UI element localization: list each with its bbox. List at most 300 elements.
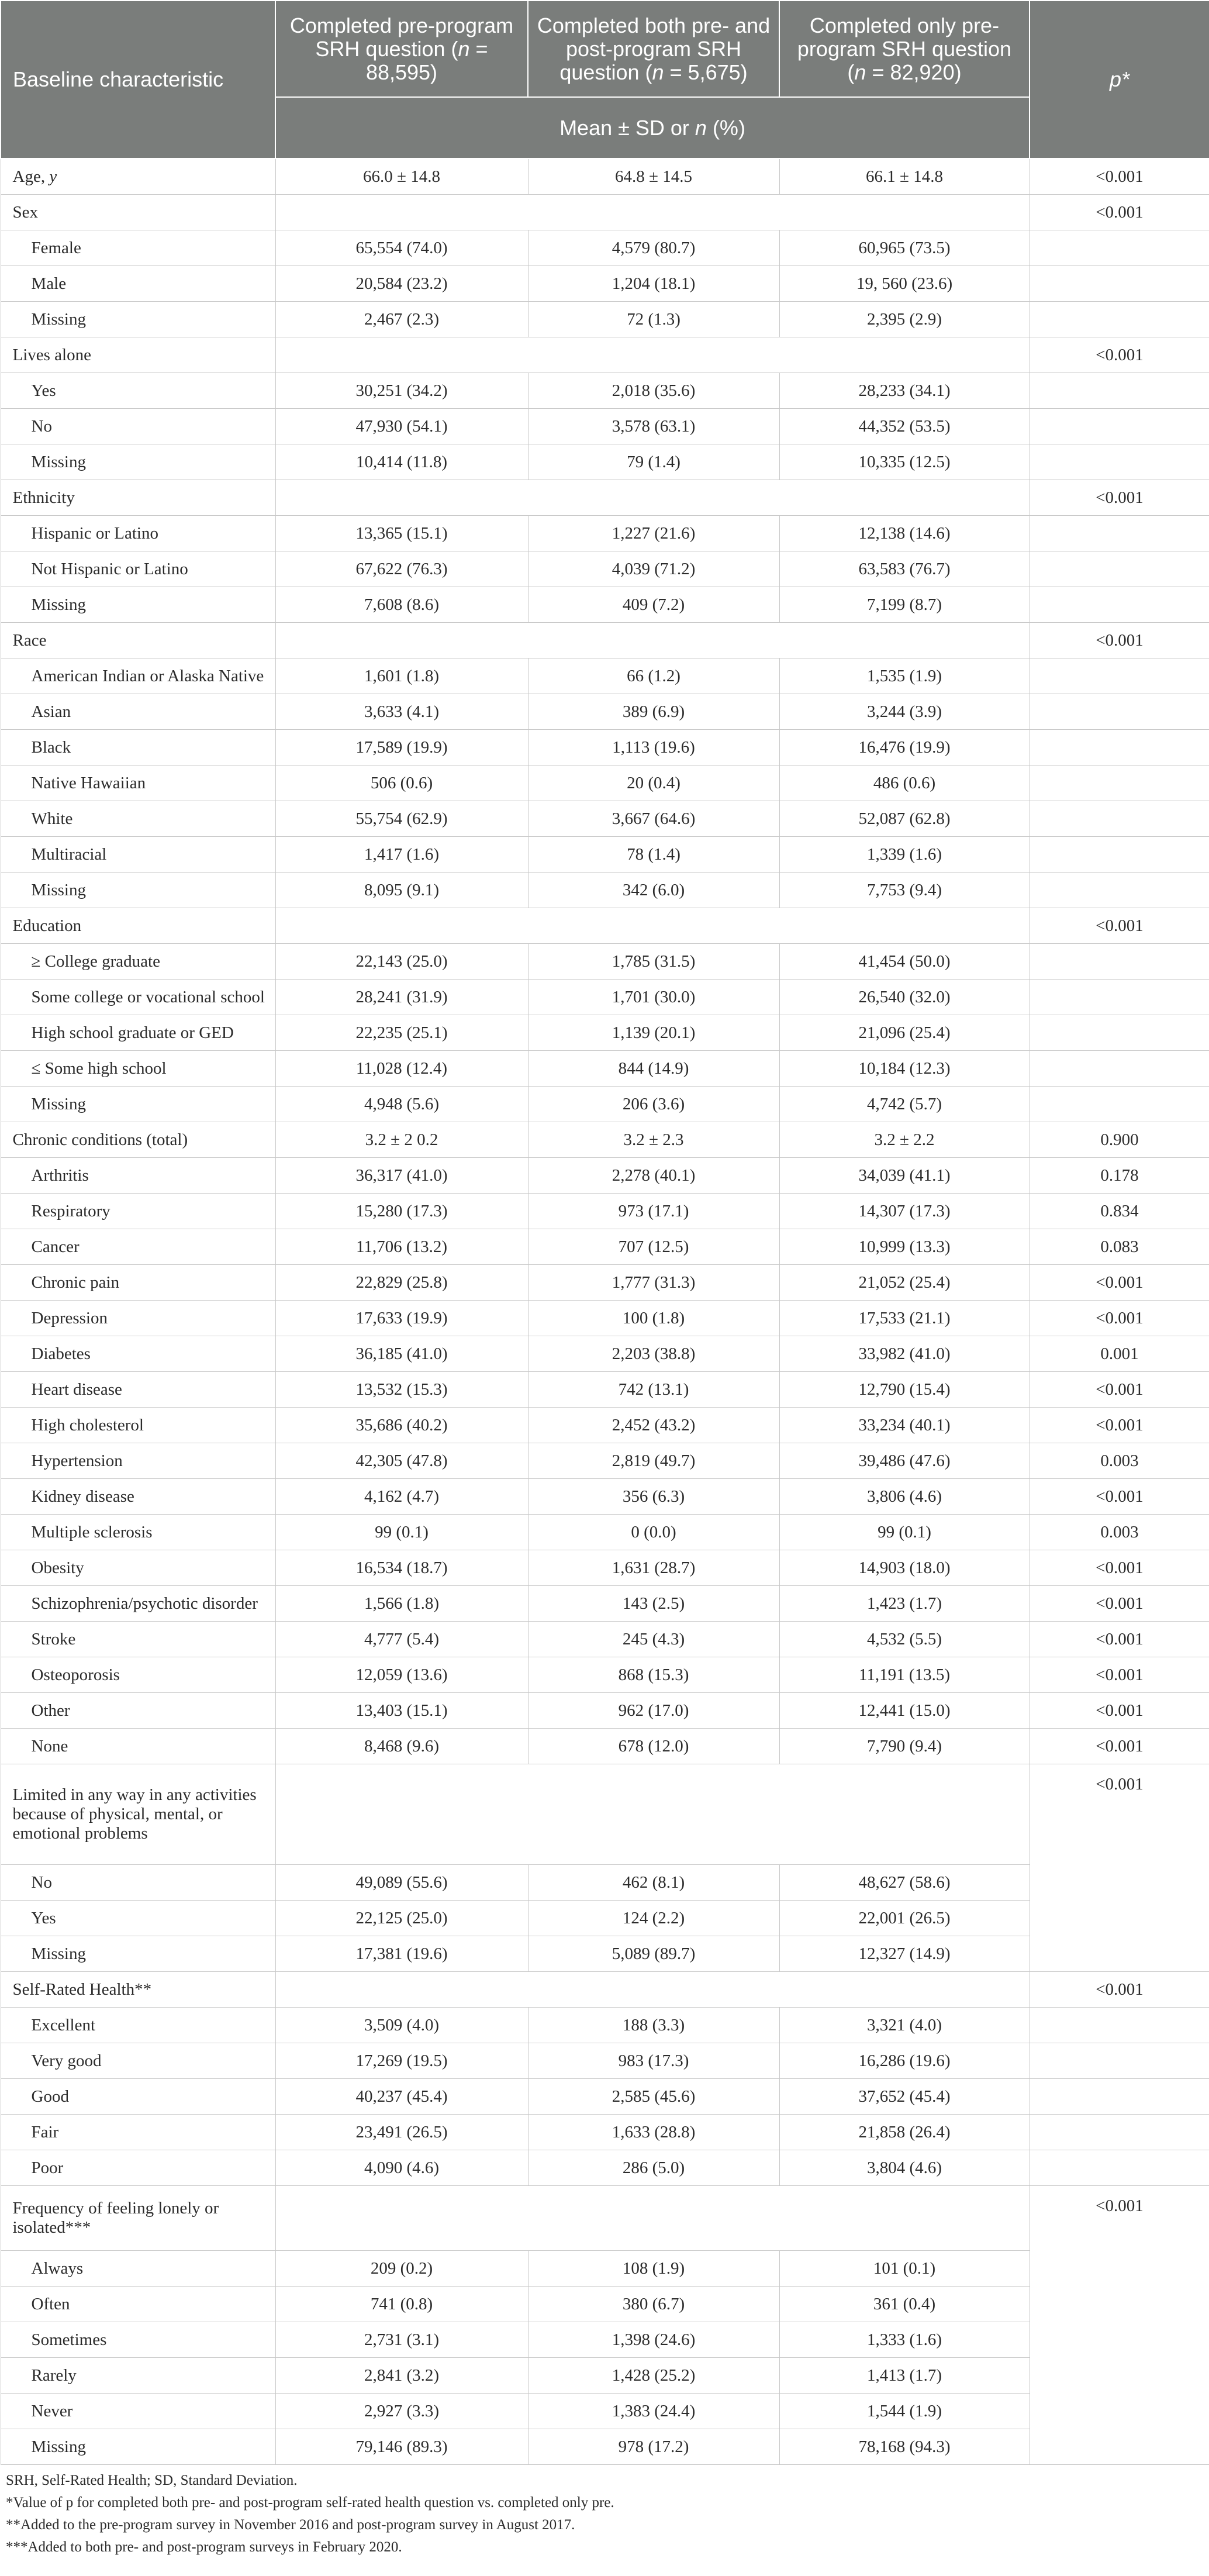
value-both: 868 (15.3) [528, 1657, 779, 1693]
row-label [1, 1301, 275, 1336]
value-pre-program: 20,584 (23.2) [275, 266, 528, 302]
group-row [1, 1764, 1209, 1865]
group-span-cell [275, 1972, 1030, 2008]
header-p-value: p* [1030, 1, 1209, 158]
p-value: <0.001 [1030, 1586, 1209, 1622]
value-pre-program: 28,241 (31.9) [275, 980, 528, 1015]
group-label-line: Frequency of feeling lonely or [12, 2199, 219, 2218]
value-pre-program: 741 (0.8) [275, 2287, 528, 2322]
value-only-pre: 1,544 (1.9) [779, 2394, 1030, 2429]
p-value: <0.001 [1030, 1408, 1209, 1443]
value-only-pre: 19, 560 (23.6) [779, 266, 1030, 302]
value-pre-program: 2,731 (3.1) [275, 2322, 528, 2358]
table-row [1, 980, 1209, 1015]
value-only-pre: 1,535 (1.9) [779, 658, 1030, 694]
row-label-text: Sometimes [31, 2330, 107, 2349]
value-both: 462 (8.1) [528, 1865, 779, 1901]
p-value [1030, 837, 1209, 873]
row-label [1, 2150, 275, 2186]
table-row [1, 765, 1209, 801]
row-label-text: Asian [31, 702, 71, 721]
value-both: 973 (17.1) [528, 1194, 779, 1229]
table-row [1, 730, 1209, 765]
table-row [1, 658, 1209, 694]
value-both: 206 (3.6) [528, 1087, 779, 1122]
value-only-pre: 78,168 (94.3) [779, 2429, 1030, 2465]
row-label-text: Other [31, 1701, 70, 1720]
row-label-text: Osteoporosis [31, 1665, 120, 1684]
row-label-text: Always [31, 2258, 84, 2278]
value-only-pre: 44,352 (53.5) [779, 409, 1030, 444]
value-pre-program: 49,089 (55.6) [275, 1865, 528, 1901]
table-row [1, 1194, 1209, 1229]
p-value [1030, 516, 1209, 551]
row-label [1, 2115, 275, 2150]
p-value: 0.003 [1030, 1515, 1209, 1550]
value-only-pre: 3,804 (4.6) [779, 2150, 1030, 2186]
value-both: 2,452 (43.2) [528, 1408, 779, 1443]
p-value: 0.900 [1030, 1122, 1209, 1158]
row-label [1, 1087, 275, 1122]
table-row [1, 1372, 1209, 1408]
row-label-text: Never [31, 2401, 73, 2420]
footnote-abbreviations: SRH, Self-Rated Health; SD, Standard Deviation. [6, 2472, 298, 2488]
value-pre-program: 55,754 (62.9) [275, 801, 528, 837]
table-row [1, 516, 1209, 551]
value-pre-program: 2,841 (3.2) [275, 2358, 528, 2394]
row-label-text: Respiratory [31, 1201, 110, 1220]
value-only-pre: 52,087 (62.8) [779, 801, 1030, 837]
value-only-pre: 21,858 (26.4) [779, 2115, 1030, 2150]
row-label [1, 2008, 275, 2043]
table-row [1, 2429, 1209, 2465]
row-label [1, 587, 275, 623]
value-only-pre: 12,138 (14.6) [779, 516, 1030, 551]
value-only-pre: 1,339 (1.6) [779, 837, 1030, 873]
row-label-text: Not Hispanic or Latino [31, 559, 188, 578]
value-only-pre: 21,096 (25.4) [779, 1015, 1030, 1051]
header-col-pre-program: Completed pre-program SRH question (n = 88,595) [275, 1, 528, 97]
p-value [1030, 980, 1209, 1015]
table-row [1, 1729, 1209, 1764]
p-value [1030, 694, 1209, 730]
row-label [1, 1657, 275, 1693]
value-only-pre: 12,327 (14.9) [779, 1936, 1030, 1972]
row-label-text: ≥ College graduate [31, 951, 160, 971]
value-pre-program: 1,566 (1.8) [275, 1586, 528, 1622]
row-label-text: American Indian or Alaska Native [31, 666, 264, 685]
value-both: 4,579 (80.7) [528, 230, 779, 266]
group-label: Lives alone [1, 337, 275, 373]
row-label [1, 1936, 275, 1972]
value-only-pre: 7,790 (9.4) [779, 1729, 1030, 1764]
value-only-pre: 63,583 (76.7) [779, 551, 1030, 587]
header-baseline-characteristic: Baseline characteristic [1, 1, 275, 158]
p-value: <0.001 [1030, 195, 1209, 230]
value-only-pre: 7,199 (8.7) [779, 587, 1030, 623]
group-label [1, 1764, 275, 1865]
row-label [1, 444, 275, 480]
value-both: 2,585 (45.6) [528, 2079, 779, 2115]
value-pre-program: 3,633 (4.1) [275, 694, 528, 730]
row-label-text: High cholesterol [31, 1415, 144, 1434]
p-value: 0.834 [1030, 1194, 1209, 1229]
row-label-text: Very good [31, 2051, 102, 2070]
row-label [1, 1194, 275, 1229]
p-value: 0.003 [1030, 1443, 1209, 1479]
row-label-text: Fair [31, 2122, 59, 2142]
row-label [1, 1729, 275, 1764]
group-span-cell [275, 195, 1030, 230]
table-row [1, 266, 1209, 302]
value-both: 844 (14.9) [528, 1051, 779, 1087]
value-pre-program: 1,417 (1.6) [275, 837, 528, 873]
row-label [1, 944, 275, 980]
row-label-text: No [31, 416, 52, 436]
table-row [1, 1550, 1209, 1586]
table-row [1, 2115, 1209, 2150]
table-body [1, 158, 1209, 2465]
group-span-cell [275, 1764, 1030, 1865]
value-only-pre: 28,233 (34.1) [779, 373, 1030, 409]
p-value: 0.001 [1030, 1336, 1209, 1372]
row-label [1, 1158, 275, 1194]
value-only-pre: 17,533 (21.1) [779, 1301, 1030, 1336]
value-both: 1,428 (25.2) [528, 2358, 779, 2394]
table-row [1, 2287, 1209, 2322]
row-label [1, 1051, 275, 1087]
value-both: 3,578 (63.1) [528, 409, 779, 444]
row-label-text: Male [31, 274, 67, 293]
group-row [1, 1972, 1209, 2008]
row-label [1, 2429, 275, 2465]
group-span-cell [275, 908, 1030, 944]
header-col-both: Completed both pre- and post-program SRH question (n = 5,675) [528, 1, 779, 97]
p-value [1030, 373, 1209, 409]
value-pre-program: 11,706 (13.2) [275, 1229, 528, 1265]
row-label-text: Multiracial [31, 844, 107, 864]
row-label-text: Missing [31, 309, 86, 329]
p-value [1030, 409, 1209, 444]
value-only-pre: 3,244 (3.9) [779, 694, 1030, 730]
p-value: <0.001 [1030, 623, 1209, 658]
value-only-pre: 26,540 (32.0) [779, 980, 1030, 1015]
p-value: 0.083 [1030, 1229, 1209, 1265]
value-pre-program: 209 (0.2) [275, 2251, 528, 2287]
group-label: Self-Rated Health** [1, 1972, 275, 2008]
group-row [1, 480, 1209, 516]
row-label-text: White [31, 809, 73, 828]
row-label [1, 694, 275, 730]
value-both: 79 (1.4) [528, 444, 779, 480]
value-both: 143 (2.5) [528, 1586, 779, 1622]
table-row [1, 158, 1209, 195]
value-both: 342 (6.0) [528, 873, 779, 908]
row-label [1, 230, 275, 266]
header-mean-sd: Mean ± SD or n (%) [275, 97, 1030, 158]
value-only-pre: 21,052 (25.4) [779, 1265, 1030, 1301]
row-label-text: ≤ Some high school [31, 1058, 167, 1078]
table-footnotes [0, 2465, 1209, 2558]
group-row [1, 623, 1209, 658]
value-only-pre: 99 (0.1) [779, 1515, 1030, 1550]
group-span-cell [275, 337, 1030, 373]
value-only-pre: 33,234 (40.1) [779, 1408, 1030, 1443]
p-value [1030, 801, 1209, 837]
p-value: <0.001 [1030, 1372, 1209, 1408]
value-only-pre: 37,652 (45.4) [779, 2079, 1030, 2115]
p-value: <0.001 [1030, 1479, 1209, 1515]
row-label-text: Stroke [31, 1629, 76, 1649]
row-label-text: Heart disease [31, 1380, 122, 1399]
value-both: 1,398 (24.6) [528, 2322, 779, 2358]
table-row [1, 1901, 1209, 1936]
p-value: <0.001 [1030, 1622, 1209, 1657]
p-value [1030, 266, 1209, 302]
value-pre-program: 99 (0.1) [275, 1515, 528, 1550]
table-row [1, 1515, 1209, 1550]
p-value: <0.001 [1030, 1550, 1209, 1586]
value-both: 66 (1.2) [528, 658, 779, 694]
value-both: 962 (17.0) [528, 1693, 779, 1729]
value-only-pre: 66.1 ± 14.8 [779, 158, 1030, 195]
value-both: 1,227 (21.6) [528, 516, 779, 551]
group-span-cell [275, 623, 1030, 658]
value-both: 100 (1.8) [528, 1301, 779, 1336]
row-label-text: Hispanic or Latino [31, 523, 158, 543]
row-label [1, 2322, 275, 2358]
row-label-text: Hypertension [31, 1451, 123, 1470]
value-pre-program: 12,059 (13.6) [275, 1657, 528, 1693]
group-label: Sex [1, 195, 275, 230]
table-row [1, 551, 1209, 587]
table-row [1, 1229, 1209, 1265]
row-label-text: Diabetes [31, 1344, 91, 1363]
value-pre-program: 17,269 (19.5) [275, 2043, 528, 2079]
row-label [1, 873, 275, 908]
group-label: Ethnicity [1, 480, 275, 516]
value-pre-program: 22,143 (25.0) [275, 944, 528, 980]
row-label-text: Yes [31, 381, 56, 400]
value-only-pre: 33,982 (41.0) [779, 1336, 1030, 1372]
row-label-text: No [31, 1872, 52, 1892]
table-header [1, 1, 1209, 158]
table-row [1, 1657, 1209, 1693]
row-label [1, 1586, 275, 1622]
group-label: Race [1, 623, 275, 658]
p-value [1030, 551, 1209, 587]
row-label [1, 2043, 275, 2079]
value-both: 2,203 (38.8) [528, 1336, 779, 1372]
row-label-text: Poor [31, 2158, 64, 2177]
value-only-pre: 2,395 (2.9) [779, 302, 1030, 337]
value-pre-program: 23,491 (26.5) [275, 2115, 528, 2150]
table-row [1, 1301, 1209, 1336]
p-value: <0.001 [1030, 1764, 1209, 1972]
value-both: 742 (13.1) [528, 1372, 779, 1408]
row-label [1, 2287, 275, 2322]
row-label-text: Depression [31, 1308, 108, 1327]
value-pre-program: 22,829 (25.8) [275, 1265, 528, 1301]
value-pre-program: 11,028 (12.4) [275, 1051, 528, 1087]
p-value [1030, 658, 1209, 694]
row-label [1, 516, 275, 551]
value-pre-program: 40,237 (45.4) [275, 2079, 528, 2115]
value-both: 1,113 (19.6) [528, 730, 779, 765]
row-label [1, 1265, 275, 1301]
row-label-text: Missing [31, 2437, 86, 2456]
value-both: 1,701 (30.0) [528, 980, 779, 1015]
row-label-text: Arthritis [31, 1165, 89, 1185]
table-row [1, 1087, 1209, 1122]
group-span-cell [275, 480, 1030, 516]
value-only-pre: 16,476 (19.9) [779, 730, 1030, 765]
group-label-line: Limited in any way in any activities [12, 1785, 257, 1804]
table-row [1, 444, 1209, 480]
value-pre-program: 3,509 (4.0) [275, 2008, 528, 2043]
value-both: 1,204 (18.1) [528, 266, 779, 302]
table-row [1, 1936, 1209, 1972]
row-label [1, 1229, 275, 1265]
value-only-pre: 486 (0.6) [779, 765, 1030, 801]
row-label [1, 2079, 275, 2115]
row-label-text: Age, [12, 167, 50, 186]
row-label [1, 2251, 275, 2287]
p-value: <0.001 [1030, 337, 1209, 373]
value-only-pre: 12,441 (15.0) [779, 1693, 1030, 1729]
value-both: 2,278 (40.1) [528, 1158, 779, 1194]
row-label [1, 373, 275, 409]
row-label [1, 1122, 275, 1158]
value-both: 124 (2.2) [528, 1901, 779, 1936]
table-row [1, 2008, 1209, 2043]
p-value [1030, 1051, 1209, 1087]
row-label [1, 658, 275, 694]
row-label [1, 409, 275, 444]
group-label [1, 2186, 275, 2251]
value-pre-program: 67,622 (76.3) [275, 551, 528, 587]
value-both: 1,633 (28.8) [528, 2115, 779, 2150]
value-both: 1,139 (20.1) [528, 1015, 779, 1051]
value-only-pre: 3,806 (4.6) [779, 1479, 1030, 1515]
table-row [1, 1336, 1209, 1372]
value-only-pre: 10,335 (12.5) [779, 444, 1030, 480]
row-label-text: Rarely [31, 2365, 77, 2385]
group-label-line: because of physical, mental, or [12, 1805, 223, 1823]
row-label [1, 730, 275, 765]
value-pre-program: 13,365 (15.1) [275, 516, 528, 551]
row-label-text: Schizophrenia/psychotic disorder [31, 1594, 258, 1613]
value-both: 1,777 (31.3) [528, 1265, 779, 1301]
value-only-pre: 361 (0.4) [779, 2287, 1030, 2322]
table-row [1, 302, 1209, 337]
footnote-p-value: *Value of p for completed both pre- and post-program self-rated health question vs. completed only pre. [6, 2495, 614, 2511]
table-row [1, 2150, 1209, 2186]
p-value: <0.001 [1030, 1301, 1209, 1336]
p-value: <0.001 [1030, 908, 1209, 944]
table-row [1, 1479, 1209, 1515]
row-label-text: Excellent [31, 2015, 96, 2034]
p-value [1030, 730, 1209, 765]
value-both: 978 (17.2) [528, 2429, 779, 2465]
row-label [1, 837, 275, 873]
p-value: <0.001 [1030, 1265, 1209, 1301]
value-both: 78 (1.4) [528, 837, 779, 873]
p-value [1030, 1087, 1209, 1122]
row-label-text: High school graduate or GED [31, 1023, 234, 1042]
value-pre-program: 13,403 (15.1) [275, 1693, 528, 1729]
row-label [1, 1372, 275, 1408]
value-both: 4,039 (71.2) [528, 551, 779, 587]
value-pre-program: 10,414 (11.8) [275, 444, 528, 480]
value-pre-program: 506 (0.6) [275, 765, 528, 801]
value-both: 678 (12.0) [528, 1729, 779, 1764]
row-label [1, 266, 275, 302]
row-label [1, 1865, 275, 1901]
value-only-pre: 34,039 (41.1) [779, 1158, 1030, 1194]
value-both: 1,631 (28.7) [528, 1550, 779, 1586]
value-pre-program: 1,601 (1.8) [275, 658, 528, 694]
value-both: 356 (6.3) [528, 1479, 779, 1515]
table-row [1, 1443, 1209, 1479]
table-row [1, 1158, 1209, 1194]
value-only-pre: 60,965 (73.5) [779, 230, 1030, 266]
table-row [1, 1622, 1209, 1657]
p-value [1030, 2043, 1209, 2079]
value-pre-program: 4,777 (5.4) [275, 1622, 528, 1657]
value-only-pre: 48,627 (58.6) [779, 1865, 1030, 1901]
row-label-text: Missing [31, 595, 86, 614]
value-only-pre: 7,753 (9.4) [779, 873, 1030, 908]
p-value: <0.001 [1030, 1693, 1209, 1729]
p-value [1030, 2079, 1209, 2115]
value-both: 707 (12.5) [528, 1229, 779, 1265]
row-label-text: Missing [31, 1944, 86, 1963]
value-pre-program: 65,554 (74.0) [275, 230, 528, 266]
row-label-text: Yes [31, 1908, 56, 1927]
row-label [1, 1408, 275, 1443]
group-label-line: isolated*** [12, 2218, 91, 2237]
row-label [1, 158, 275, 195]
row-label-text: Missing [31, 452, 86, 471]
value-only-pre: 16,286 (19.6) [779, 2043, 1030, 2079]
row-label-text: Obesity [31, 1558, 84, 1577]
value-both: 380 (6.7) [528, 2287, 779, 2322]
p-value: <0.001 [1030, 480, 1209, 516]
p-value [1030, 587, 1209, 623]
table-row [1, 587, 1209, 623]
table-row [1, 2251, 1209, 2287]
table-row [1, 2079, 1209, 2115]
p-value [1030, 873, 1209, 908]
p-value: 0.178 [1030, 1158, 1209, 1194]
row-label [1, 765, 275, 801]
value-both: 3.2 ± 2.3 [528, 1122, 779, 1158]
value-pre-program: 36,185 (41.0) [275, 1336, 528, 1372]
value-pre-program: 17,381 (19.6) [275, 1936, 528, 1972]
value-only-pre: 39,486 (47.6) [779, 1443, 1030, 1479]
value-only-pre: 3,321 (4.0) [779, 2008, 1030, 2043]
value-pre-program: 4,948 (5.6) [275, 1087, 528, 1122]
p-value: <0.001 [1030, 2186, 1209, 2465]
value-both: 0 (0.0) [528, 1515, 779, 1550]
table-row [1, 694, 1209, 730]
value-both: 20 (0.4) [528, 765, 779, 801]
row-label [1, 551, 275, 587]
value-only-pre: 12,790 (15.4) [779, 1372, 1030, 1408]
row-label-text: Female [31, 238, 81, 257]
header-col-only-pre: Completed only pre-program SRH question (n = 82,920) [779, 1, 1030, 97]
